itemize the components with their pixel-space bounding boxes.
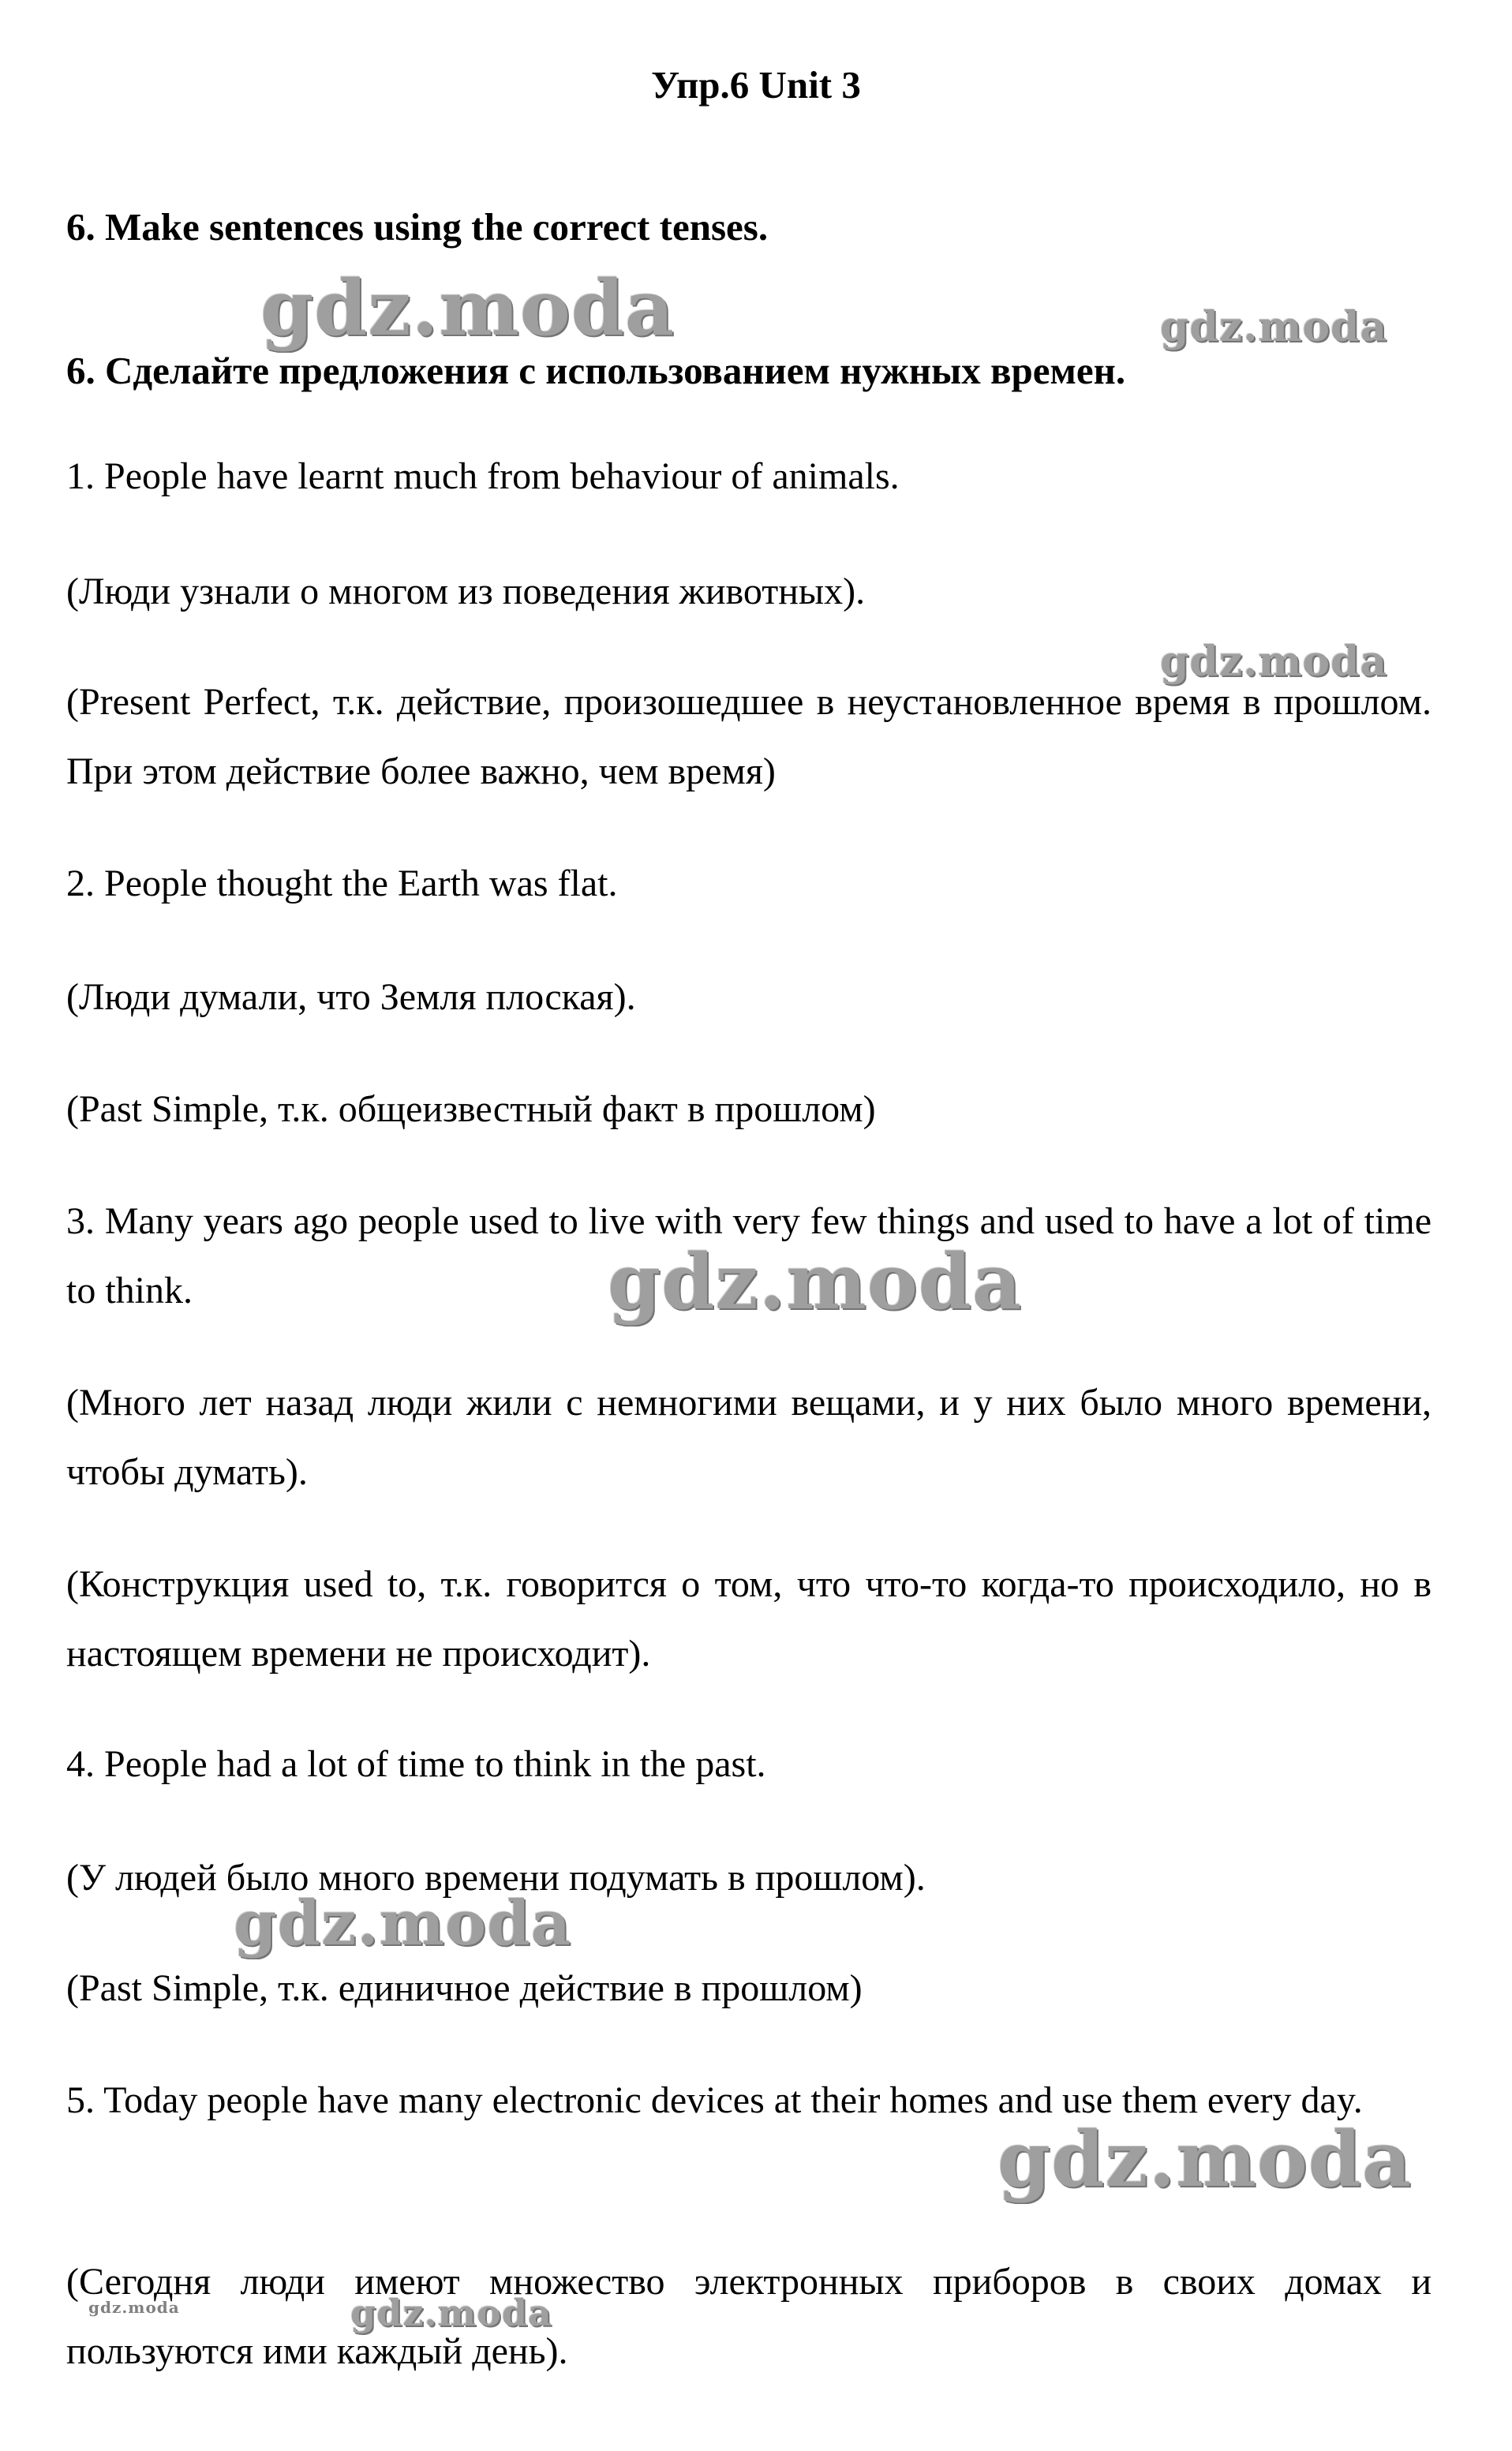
task-heading-russian: 6. Сделайте предложения с использованием нужных времен. bbox=[66, 349, 1126, 392]
translation-4: (У людей было много времени подумать в прошлом). bbox=[66, 1857, 926, 1899]
watermark-logo: gdz.moda bbox=[350, 2292, 552, 2334]
watermark-logo: gdz.moda bbox=[1160, 638, 1388, 686]
explanation-2: (Past Simple, т.к. общеизвестный факт в прошлом) bbox=[66, 1088, 876, 1130]
explanation-4: (Past Simple, т.к. единичное действие в прошлом) bbox=[66, 1967, 863, 2009]
sentence-3: 3. Many years ago people used to live with very few things and used to have a lot of time to think. bbox=[66, 1200, 1432, 1312]
sentence-4: 4. People had a lot of time to think in the past. bbox=[66, 1743, 766, 1785]
watermark-logo: gdz.moda bbox=[1160, 303, 1388, 351]
translation-5: (Сегодня люди имеют множество электронных приборов в своих домах и пользуются ими каждый день). bbox=[66, 2261, 1432, 2372]
translation-2: (Люди думали, что Земля плоская). bbox=[66, 976, 636, 1018]
page-title: Упр.6 Unit 3 bbox=[651, 63, 861, 107]
explanation-3: (Конструкция used to, т.к. говорится о том, что что-то когда-то происходило, но в настоящем времени не происходит). bbox=[66, 1563, 1432, 1675]
sentence-2: 2. People thought the Earth was flat. bbox=[66, 863, 618, 904]
watermark-logo: gdz.moda bbox=[234, 1888, 572, 1959]
watermark-logo: gdz.moda bbox=[997, 2115, 1413, 2204]
task-heading-english: 6. Make sentences using the correct tenses. bbox=[66, 205, 769, 249]
watermark-logo: gdz.moda bbox=[88, 2298, 180, 2317]
watermark-logo: gdz.moda bbox=[608, 1237, 1023, 1327]
sentence-1: 1. People have learnt much from behaviour of animals. bbox=[66, 455, 900, 497]
sentence-5: 5. Today people have many electronic devices at their homes and use them every day. bbox=[66, 2079, 1363, 2121]
translation-3: (Много лет назад люди жили с немногими вещами, и у них было много времени, чтобы думать). bbox=[66, 1382, 1432, 1493]
explanation-1: (Present Perfect, т.к. действие, произошедшее в неустановленное время в прошлом. При этом действие более важно, чем время) bbox=[66, 681, 1432, 792]
watermark-logo: gdz.moda bbox=[260, 264, 676, 353]
translation-1: (Люди узнали о многом из поведения животных). bbox=[66, 571, 866, 612]
